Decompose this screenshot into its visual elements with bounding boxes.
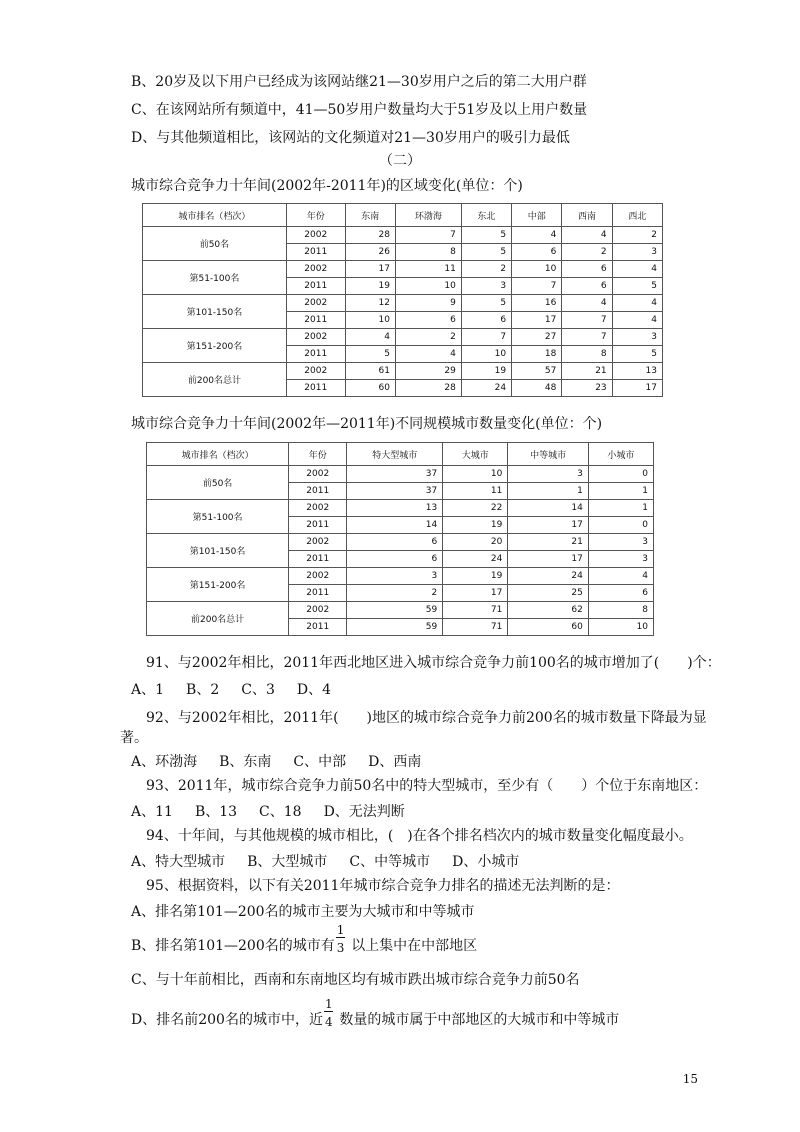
value-cell: 29 [395,363,461,380]
q93-stem: 93、2011年，城市综合竞争力前50名中的特大型城市，至少有（ ）个位于东南地区： [146,778,708,794]
one-quarter-fraction [323,997,335,1030]
q93-options [131,802,427,822]
value-cell: 13 [347,500,443,517]
value-cell: 6 [512,244,562,261]
year-cell: 2002 [286,363,345,380]
rank-cell: 第151-200名 [147,568,289,602]
value-cell: 14 [508,500,589,517]
q93-option-c[interactable]: C、18 [259,804,302,820]
value-cell: 16 [512,295,562,312]
column-header: 东北 [461,204,511,227]
value-cell: 26 [345,244,395,261]
value-cell: 59 [347,619,443,636]
q94-option-d[interactable]: D、小城市 [452,854,520,870]
value-cell: 23 [562,380,612,397]
table2-title: 城市综合竞争力十年间(2002年—2011年)不同规模城市数量变化(单位：个) [131,416,603,432]
header-row [143,204,663,227]
value-cell: 5 [345,346,395,363]
value-cell: 6 [562,261,612,278]
value-cell: 6 [588,585,653,602]
value-cell: 1 [508,483,589,500]
column-header: 中等城市 [508,443,589,466]
value-cell: 24 [443,551,508,568]
column-header: 年份 [289,443,347,466]
value-cell: 4 [588,568,653,585]
q91-option-b[interactable]: B、2 [186,682,220,698]
year-cell: 2011 [289,483,347,500]
value-cell: 2 [395,329,461,346]
value-cell: 3 [461,278,511,295]
q93-option-d[interactable]: D、无法判断 [323,804,405,820]
value-cell: 62 [508,602,589,619]
q92-stem-2: 著。 [120,730,148,746]
value-cell: 4 [612,312,662,329]
value-cell: 3 [612,329,662,346]
q95-option-b[interactable] [131,923,478,956]
region-table [142,203,663,397]
table1-title: 城市综合竞争力十年间(2002年-2011年)的区域变化(单位：个) [131,178,523,194]
value-cell: 71 [443,602,508,619]
table-row [147,602,654,619]
value-cell: 6 [562,278,612,295]
table-row [143,329,663,346]
q92-stem-1: 92、与2002年相比，2011年( )地区的城市综合竞争力前200名的城市数量下降最为显 [146,710,707,726]
value-cell: 48 [512,380,562,397]
column-header: 小城市 [588,443,653,466]
value-cell: 4 [562,295,612,312]
q91-stem: 91、与2002年相比，2011年西北地区进入城市综合竞争力前100名的城市增加了( )个： [146,655,721,671]
rank-cell: 第151-200名 [143,329,287,363]
q95-stem: 95、根据资料，以下有关2011年城市综合竞争力排名的描述无法判断的是： [146,878,620,894]
rank-cell: 前50名 [143,227,287,261]
q95-b-prefix: B、排名第101—200名的城市有 [131,938,335,954]
rank-cell: 前200名总计 [143,363,287,397]
value-cell: 4 [345,329,395,346]
table-row [143,227,663,244]
year-cell: 2011 [286,244,345,261]
value-cell: 4 [512,227,562,244]
value-cell: 37 [347,466,443,483]
page-number: 15 [682,1072,698,1086]
value-cell: 19 [443,568,508,585]
section-title: （二） [379,153,421,169]
city-size-table [146,442,654,636]
value-cell: 2 [461,261,511,278]
q91-option-d[interactable]: D、4 [296,682,331,698]
value-cell: 17 [612,380,662,397]
q93-option-b[interactable]: B、13 [194,804,238,820]
value-cell: 17 [508,517,589,534]
value-cell: 6 [347,534,443,551]
column-header: 东南 [345,204,395,227]
q91-options [131,680,353,700]
value-cell: 27 [512,329,562,346]
value-cell: 10 [461,346,511,363]
value-cell: 19 [345,278,395,295]
value-cell: 3 [612,244,662,261]
table-row [143,295,663,312]
year-cell: 2002 [289,568,347,585]
q94-options [131,852,541,872]
value-cell: 60 [508,619,589,636]
q94-option-b[interactable]: B、大型城市 [247,854,328,870]
q92-option-c[interactable]: C、中部 [293,754,347,770]
value-cell: 14 [347,517,443,534]
value-cell: 6 [395,312,461,329]
q94-stem: 94、十年间，与其他规模的城市相比，( )在各个排名档次内的城市数量变化幅度最小。 [146,828,693,844]
option-b-line: B、20岁及以下用户已经成为该网站继21—30岁用户之后的第二大用户群 [131,74,587,90]
value-cell: 8 [588,602,653,619]
year-cell: 2002 [289,500,347,517]
year-cell: 2002 [286,261,345,278]
column-header: 环渤海 [395,204,461,227]
value-cell: 21 [562,363,612,380]
q92-option-d[interactable]: D、西南 [368,754,422,770]
column-header: 城市排名（档次） [143,204,287,227]
rank-cell: 前200名总计 [147,602,289,636]
column-header: 年份 [286,204,345,227]
year-cell: 2011 [289,551,347,568]
value-cell: 10 [443,466,508,483]
q94-option-c[interactable]: C、中等城市 [349,854,431,870]
value-cell: 13 [612,363,662,380]
rank-cell: 第51-100名 [143,261,287,295]
q95-d-prefix: D、排名前200名的城市中，近 [131,1012,323,1028]
rank-cell: 第51-100名 [147,500,289,534]
one-third-fraction [335,923,347,956]
value-cell: 12 [345,295,395,312]
column-header: 西北 [612,204,662,227]
value-cell: 10 [588,619,653,636]
value-cell: 7 [395,227,461,244]
value-cell: 8 [562,346,612,363]
value-cell: 17 [512,312,562,329]
value-cell: 60 [345,380,395,397]
q95-option-c[interactable]: C、与十年前相比，西南和东南地区均有城市跌出城市综合竞争力前50名 [131,972,580,988]
table-row [143,363,663,380]
year-cell: 2011 [286,346,345,363]
value-cell: 18 [512,346,562,363]
q95-b-suffix: 以上集中在中部地区 [351,938,478,954]
column-header: 城市排名（档次） [147,443,289,466]
value-cell: 19 [443,517,508,534]
value-cell: 28 [345,227,395,244]
value-cell: 7 [562,312,612,329]
value-cell: 1 [588,483,653,500]
q95-d-suffix: 数量的城市属于中部地区的大城市和中等城市 [339,1012,620,1028]
value-cell: 37 [347,483,443,500]
column-header: 西南 [562,204,612,227]
table-row [147,466,654,483]
value-cell: 3 [347,568,443,585]
column-header: 大城市 [443,443,508,466]
value-cell: 3 [588,551,653,568]
rank-cell: 第101-150名 [143,295,287,329]
value-cell: 17 [508,551,589,568]
value-cell: 2 [562,244,612,261]
table-row [147,500,654,517]
value-cell: 19 [461,363,511,380]
value-cell: 21 [508,534,589,551]
fraction-denominator: 4 [324,1015,333,1029]
value-cell: 7 [461,329,511,346]
value-cell: 24 [461,380,511,397]
q92-options [131,752,443,772]
value-cell: 24 [508,568,589,585]
rank-cell: 前50名 [147,466,289,500]
value-cell: 10 [395,278,461,295]
value-cell: 57 [512,363,562,380]
year-cell: 2002 [289,466,347,483]
year-cell: 2011 [289,585,347,602]
header-row [147,443,654,466]
value-cell: 2 [347,585,443,602]
value-cell: 0 [588,517,653,534]
value-cell: 61 [345,363,395,380]
value-cell: 1 [588,500,653,517]
year-cell: 2002 [289,534,347,551]
value-cell: 8 [395,244,461,261]
value-cell: 5 [461,295,511,312]
value-cell: 22 [443,500,508,517]
value-cell: 10 [512,261,562,278]
table-row [147,568,654,585]
q95-option-d[interactable] [131,997,620,1030]
value-cell: 25 [508,585,589,602]
q91-option-a[interactable]: A、1 [131,682,165,698]
value-cell: 6 [347,551,443,568]
value-cell: 7 [562,329,612,346]
value-cell: 28 [395,380,461,397]
value-cell: 20 [443,534,508,551]
fraction-numerator: 1 [336,923,345,937]
year-cell: 2011 [286,278,345,295]
value-cell: 5 [461,227,511,244]
fraction-denominator: 3 [336,941,345,955]
value-cell: 10 [345,312,395,329]
value-cell: 6 [461,312,511,329]
value-cell: 3 [508,466,589,483]
column-header: 特大型城市 [347,443,443,466]
table-row [147,534,654,551]
year-cell: 2002 [289,602,347,619]
year-cell: 2011 [289,517,347,534]
column-header: 中部 [512,204,562,227]
option-c-line: C、在该网站所有频道中，41—50岁用户数量均大于51岁及以上用户数量 [131,102,588,118]
value-cell: 4 [395,346,461,363]
value-cell: 4 [612,261,662,278]
year-cell: 2002 [286,329,345,346]
table-row [143,261,663,278]
fraction-numerator: 1 [324,997,333,1011]
value-cell: 11 [443,483,508,500]
q91-option-c[interactable]: C、3 [241,682,275,698]
value-cell: 5 [612,346,662,363]
value-cell: 4 [562,227,612,244]
value-cell: 5 [461,244,511,261]
year-cell: 2011 [286,312,345,329]
rank-cell: 第101-150名 [147,534,289,568]
value-cell: 0 [588,466,653,483]
value-cell: 11 [395,261,461,278]
option-d-line: D、与其他频道相比，该网站的文化频道对21—30岁用户的吸引力最低 [131,130,570,146]
q92-option-a[interactable]: A、环渤海 [131,754,198,770]
q95-option-a[interactable]: A、排名第101—200名的城市主要为大城市和中等城市 [131,904,475,920]
value-cell: 17 [345,261,395,278]
q92-option-b[interactable]: B、东南 [219,754,272,770]
value-cell: 17 [443,585,508,602]
value-cell: 5 [612,278,662,295]
value-cell: 3 [588,534,653,551]
value-cell: 7 [512,278,562,295]
q93-option-a[interactable]: A、11 [131,804,173,820]
value-cell: 2 [612,227,662,244]
year-cell: 2002 [286,295,345,312]
year-cell: 2011 [286,380,345,397]
q94-option-a[interactable]: A、特大型城市 [131,854,226,870]
value-cell: 9 [395,295,461,312]
value-cell: 71 [443,619,508,636]
value-cell: 59 [347,602,443,619]
value-cell: 4 [612,295,662,312]
year-cell: 2011 [289,619,347,636]
year-cell: 2002 [286,227,345,244]
